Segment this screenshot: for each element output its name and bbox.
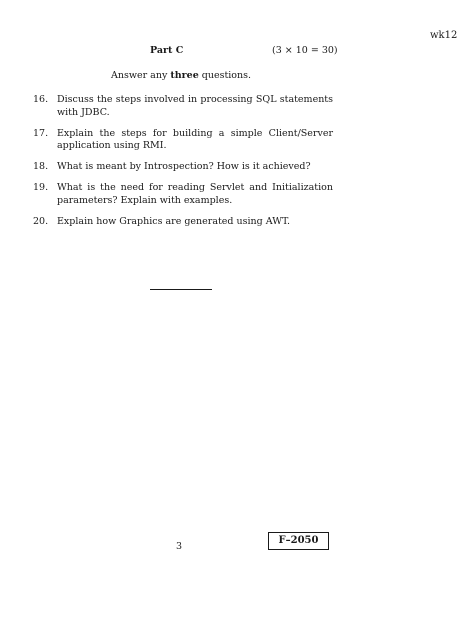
question-number: 20. xyxy=(33,215,49,227)
question-number: 17. xyxy=(33,127,49,139)
question-text: What is meant by Introspection? How is it achieved? xyxy=(57,161,311,172)
question-19 xyxy=(33,182,333,207)
question-text: Explain how Graphics are generated using AWT. xyxy=(57,215,290,227)
question-18 xyxy=(33,161,333,174)
end-rule xyxy=(150,289,212,290)
question-text: Explain the steps for building a simple Client/Server application using RMI. xyxy=(57,127,333,151)
instruction-prefix: Answer any xyxy=(111,70,171,81)
part-marks: (3 × 10 = 30) xyxy=(272,45,338,56)
question-text: What is the need for reading Servlet and Initialization parameters? Explain with examples. xyxy=(57,182,333,206)
question-17 xyxy=(33,128,333,153)
page-number: 3 xyxy=(176,541,183,552)
question-20 xyxy=(33,216,333,229)
question-16 xyxy=(33,94,333,119)
question-number: 18. xyxy=(33,161,49,172)
instruction xyxy=(111,70,251,81)
instruction-suffix: questions. xyxy=(198,70,252,81)
question-text: Discuss the steps involved in processing SQL statements with JDBC. xyxy=(57,94,333,118)
question-number: 16. xyxy=(33,94,49,105)
question-number: 19. xyxy=(33,182,49,193)
corner-code: wk12 xyxy=(430,30,458,41)
paper-code-box: F–2050 xyxy=(268,532,329,550)
question-list xyxy=(33,94,333,237)
part-title: Part C xyxy=(150,45,184,56)
instruction-emphasis: three xyxy=(170,70,199,81)
